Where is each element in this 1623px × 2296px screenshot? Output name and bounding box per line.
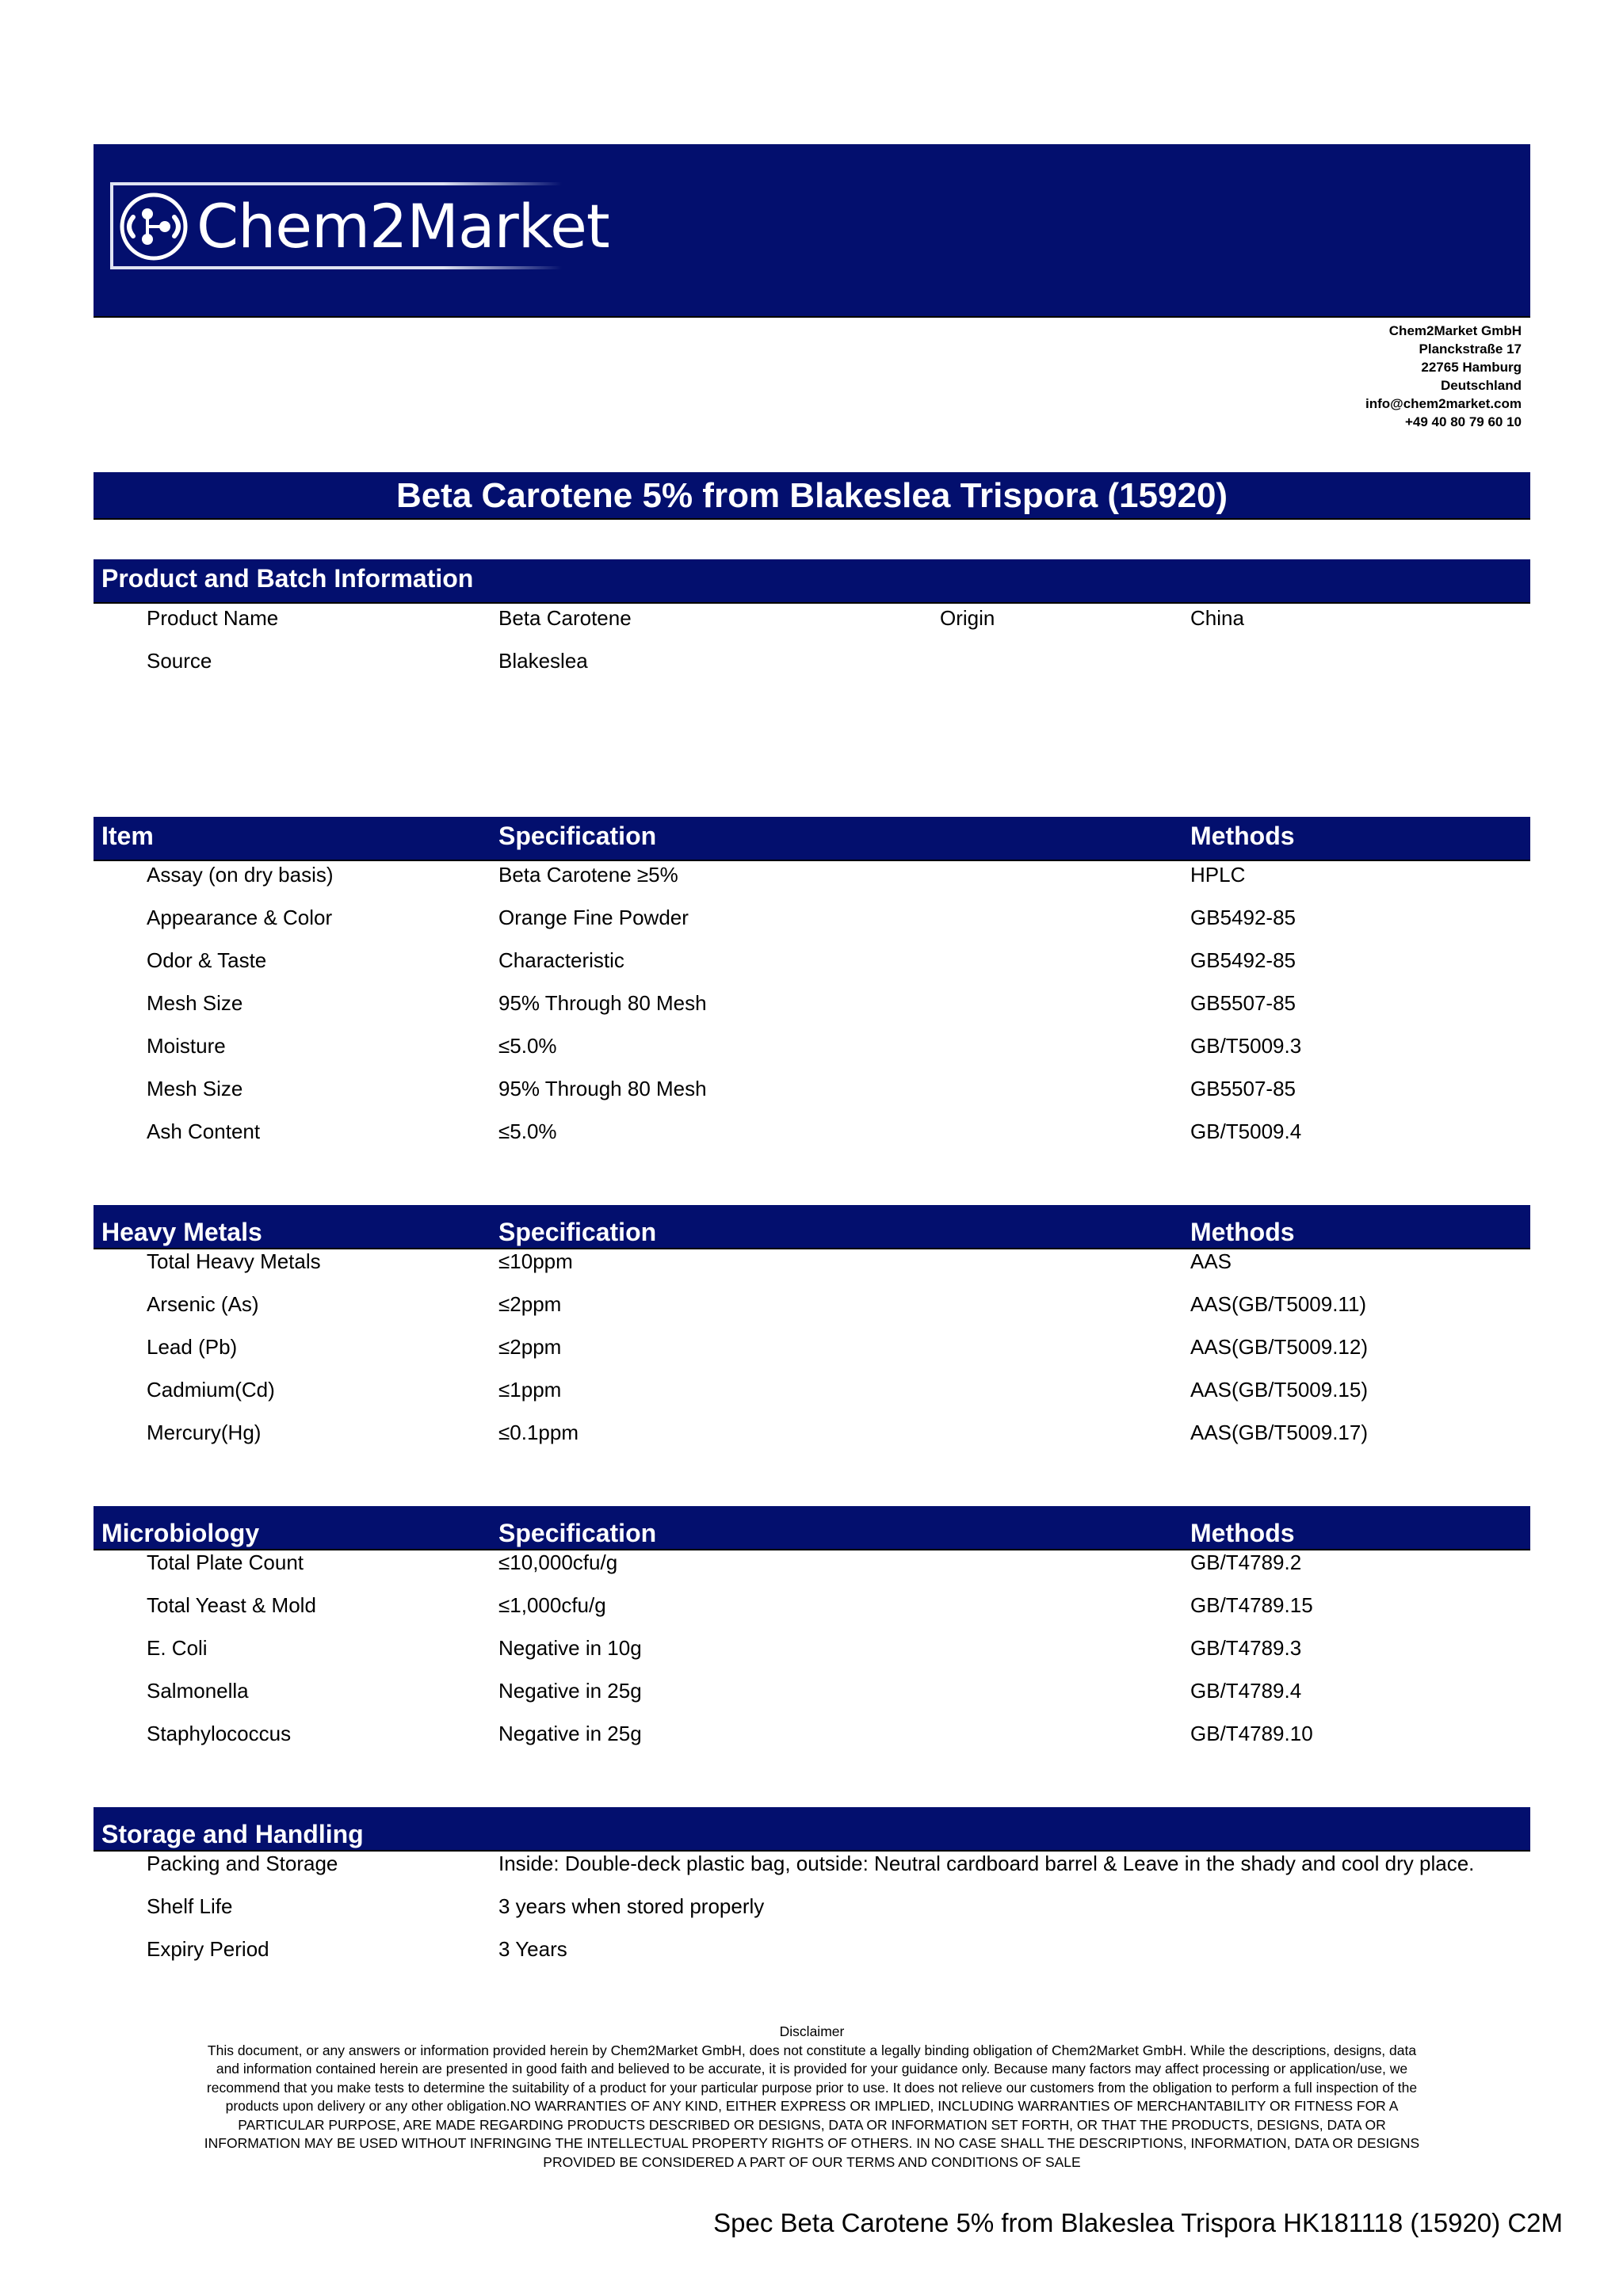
storage-row-label: Expiry Period: [147, 1937, 269, 1961]
heavy-metals-col-specification: Specification: [498, 1218, 657, 1246]
storage-heading: Storage and Handling: [101, 1820, 364, 1848]
microbiology-row-item: E. Coli: [147, 1636, 208, 1660]
disclaimer-line: products upon delivery or any other obligation.NO WARRANTIES OF ANY KIND, EITHER EXPRESS OR IMPLIED, INCLUDING WARRANTIES OF MERCHANTABILITY OR FITNESS FOR A: [225, 2098, 1399, 2114]
microbiology-row-item: Total Yeast & Mold: [147, 1593, 316, 1617]
items-row-item: Mesh Size: [147, 991, 243, 1015]
source-label: Source: [147, 649, 212, 673]
disclaimer-line: and information contained herein are presented in good faith and believed to be accurate, it is provided for your guidance only. Because many factors may affect processing or application/use, we: [216, 2061, 1408, 2077]
items-row-item: Odor & Taste: [147, 948, 267, 972]
document-footer: Spec Beta Carotene 5% from Blakeslea Trispora HK181118 (15920) C2M: [713, 2208, 1563, 2237]
heavy-metals-row-item: Lead (Pb): [147, 1335, 238, 1359]
microbiology-row-item: Salmonella: [147, 1679, 249, 1703]
microbiology-row-item: Staphylococcus: [147, 1722, 292, 1745]
items-row-item: Mesh Size: [147, 1077, 243, 1100]
company-country: Deutschland: [1440, 378, 1522, 393]
microbiology-row-specification: ≤1,000cfu/g: [498, 1593, 606, 1617]
heavy-metals-row-specification: ≤2ppm: [498, 1335, 562, 1359]
items-row-method: GB/T5009.3: [1190, 1034, 1302, 1058]
storage-row-value: 3 years when stored properly: [498, 1894, 765, 1918]
storage-row-label: Packing and Storage: [147, 1852, 338, 1875]
items-col-specification: Specification: [498, 822, 657, 850]
items-row-specification: 95% Through 80 Mesh: [498, 991, 707, 1015]
items-col-methods: Methods: [1190, 822, 1295, 850]
product-name-value: Beta Carotene: [498, 606, 632, 630]
disclaimer-line: PROVIDED BE CONSIDERED A PART OF OUR TERMS AND CONDITIONS OF SALE: [543, 2153, 1081, 2170]
heavy-metals-row-method: AAS(GB/T5009.15): [1190, 1378, 1368, 1402]
disclaimer: [94, 2023, 1530, 2172]
source-value: Blakeslea: [498, 649, 588, 673]
microbiology-col-specification: Specification: [498, 1519, 657, 1547]
items-row-item: Assay (on dry basis): [147, 863, 334, 887]
heavy-metals-row-method: AAS: [1190, 1249, 1232, 1273]
heavy-metals-header-bar: [94, 1205, 1530, 1249]
items-row-specification: Orange Fine Powder: [498, 906, 689, 929]
items-row-item: Ash Content: [147, 1119, 261, 1143]
microbiology-row-method: GB/T4789.2: [1190, 1550, 1302, 1574]
microbiology-row-specification: Negative in 10g: [498, 1636, 642, 1660]
items-header-bar: [94, 817, 1530, 861]
items-row-specification: Characteristic: [498, 948, 624, 972]
items-row-method: GB/T5009.4: [1190, 1119, 1302, 1143]
logo-wordmark: Chem2Market: [197, 191, 609, 261]
product-name-label: Product Name: [147, 606, 279, 630]
page-title: Beta Carotene 5% from Blakeslea Trispora (15920): [395, 476, 1228, 515]
company-city: 22765 Hamburg: [1421, 360, 1522, 375]
product-info-heading: Product and Batch Information: [101, 564, 474, 593]
microbiology-row-method: GB/T4789.4: [1190, 1679, 1302, 1703]
heavy-metals-row-method: AAS(GB/T5009.12): [1190, 1335, 1368, 1359]
microbiology-row-specification: Negative in 25g: [498, 1722, 642, 1745]
company-phone: +49 40 80 79 60 10: [1405, 414, 1522, 429]
microbiology-row-method: GB/T4789.3: [1190, 1636, 1302, 1660]
microbiology-header-bar: [94, 1506, 1530, 1550]
items-row-method: GB5492-85: [1190, 906, 1296, 929]
company-address: [1125, 322, 1522, 431]
molecule-logo-icon: [117, 190, 190, 263]
header-divider: [94, 316, 1530, 318]
disclaimer-body: [94, 2042, 1530, 2172]
storage-row-label: Shelf Life: [147, 1894, 233, 1918]
disclaimer-line: This document, or any answers or information provided herein by Chem2Market GmbH, does not constitute a legally binding obligation of Chem2Market GmbH. While the descriptions, designs, data: [207, 2042, 1417, 2058]
heavy-metals-row-method: AAS(GB/T5009.11): [1190, 1292, 1367, 1316]
heavy-metals-row-specification: ≤0.1ppm: [498, 1421, 579, 1444]
microbiology-row-item: Total Plate Count: [147, 1550, 304, 1574]
microbiology-col-item: Microbiology: [101, 1519, 260, 1547]
company-email[interactable]: info@chem2market.com: [1365, 396, 1522, 411]
items-row-method: GB5507-85: [1190, 1077, 1296, 1100]
microbiology-row-method: GB/T4789.15: [1190, 1593, 1313, 1617]
origin-label: Origin: [940, 606, 995, 630]
microbiology-row-method: GB/T4789.10: [1190, 1722, 1313, 1745]
items-row-method: GB5507-85: [1190, 991, 1296, 1015]
disclaimer-line: INFORMATION MAY BE USED WITHOUT INFRINGING THE INTELLECTUAL PROPERTY RIGHTS OF OTHERS. IN NO CASE SHALL THE DESCRIPTIONS, INFORMATION, DATA OR DESIGNS: [204, 2135, 1420, 2151]
disclaimer-title: Disclaimer: [779, 2023, 845, 2039]
heavy-metals-row-method: AAS(GB/T5009.17): [1190, 1421, 1368, 1444]
storage-row-value: Inside: Double-deck plastic bag, outside: Neutral cardboard barrel & Leave in the shady and cool dry place.: [498, 1852, 1475, 1875]
disclaimer-line: recommend that you make tests to determine the suitability of a product for your particular purpose prior to use. It does not relieve our customers from the obligation to perform a full inspection of the: [206, 2079, 1418, 2096]
items-row-specification: ≤5.0%: [498, 1119, 557, 1143]
storage-row-value: 3 Years: [498, 1937, 567, 1961]
items-row-method: GB5492-85: [1190, 948, 1296, 972]
items-row-specification: ≤5.0%: [498, 1034, 557, 1058]
heavy-metals-row-item: Cadmium(Cd): [147, 1378, 275, 1402]
heavy-metals-row-item: Mercury(Hg): [147, 1421, 262, 1444]
items-row-method: HPLC: [1190, 863, 1246, 887]
disclaimer-line: PARTICULAR PURPOSE, ARE MADE REGARDING PRODUCTS DESCRIBED OR DESIGNS, DATA OR INFORMATION SET FORTH, OR THAT THE PRODUCTS, DESIGNS, DATA OR: [238, 2116, 1386, 2133]
items-row-specification: 95% Through 80 Mesh: [498, 1077, 707, 1100]
items-row-item: Appearance & Color: [147, 906, 333, 929]
heavy-metals-row-specification: ≤10ppm: [498, 1249, 573, 1273]
heavy-metals-col-methods: Methods: [1190, 1218, 1295, 1246]
items-col-item: Item: [101, 822, 154, 850]
company-name: Chem2Market GmbH: [1388, 323, 1522, 338]
origin-value: China: [1190, 606, 1244, 630]
microbiology-row-specification: Negative in 25g: [498, 1679, 642, 1703]
heavy-metals-row-item: Arsenic (As): [147, 1292, 259, 1316]
heavy-metals-row-specification: ≤1ppm: [498, 1378, 562, 1402]
heavy-metals-col-item: Heavy Metals: [101, 1218, 262, 1246]
company-street: Planckstraße 17: [1419, 341, 1522, 357]
items-row-specification: Beta Carotene ≥5%: [498, 863, 678, 887]
heavy-metals-row-specification: ≤2ppm: [498, 1292, 562, 1316]
heavy-metals-row-item: Total Heavy Metals: [147, 1249, 321, 1273]
items-row-item: Moisture: [147, 1034, 226, 1058]
microbiology-row-specification: ≤10,000cfu/g: [498, 1550, 618, 1574]
microbiology-col-methods: Methods: [1190, 1519, 1295, 1547]
